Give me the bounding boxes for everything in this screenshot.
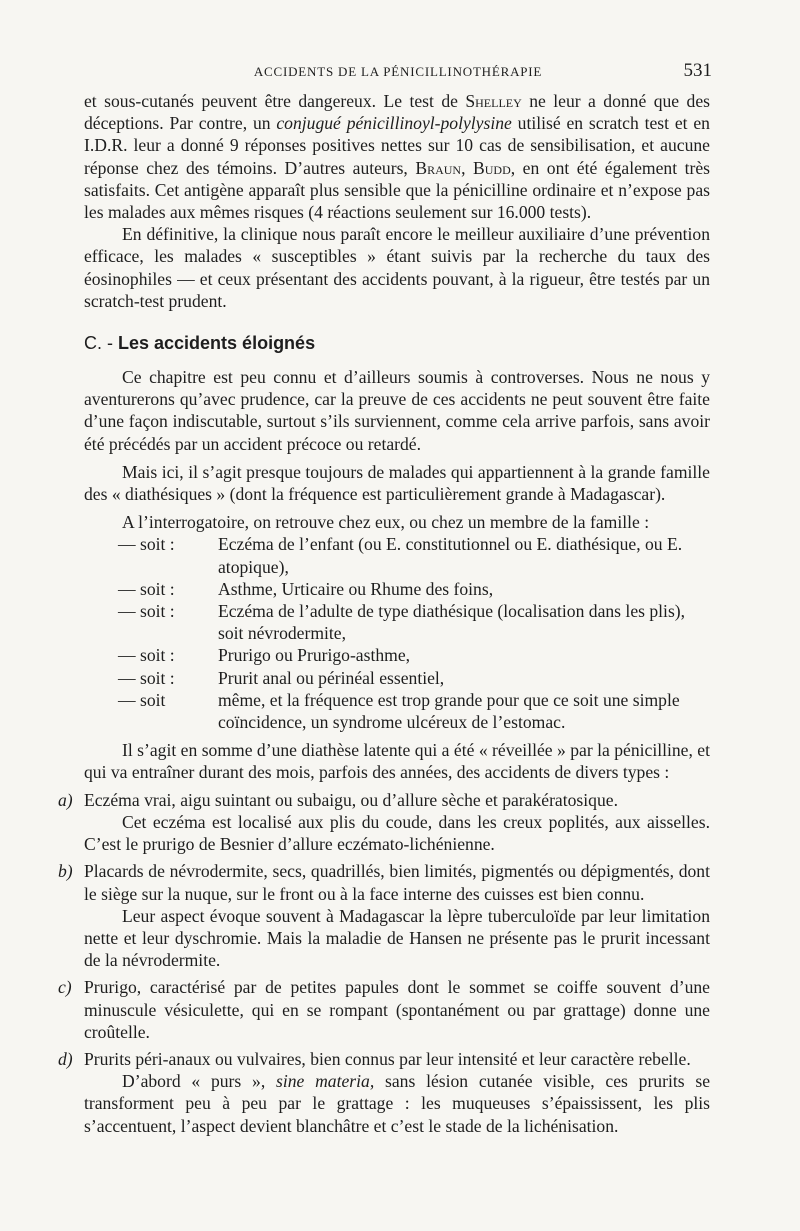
running-head: [84, 60, 712, 82]
section-heading: C. - Les accidents éloignés: [84, 333, 316, 354]
item-a: [58, 789, 710, 856]
paragraph: Ce chapitre est peu connu et d’ailleurs soumis à controverses. Nous ne nous y aventurerons qu’avec prudence, car la preuve de ces accidents ne peut souvent être faite d’une façon indiscutable, surtout s’ils surviennent, comme cela arrive parfois, sans avoir été précédés par un accident précoce ou retardé.: [84, 367, 710, 454]
item-subparagraph: D’abord « purs », sine materia, sans lésion cutanée visible, ces prurits se transforment peu à peu par le grattage : les muqueuses s’épaississent, les plis s’accentuent, l’aspect devient blanchâtre et c’est le stade de la lichénisation.: [84, 1071, 711, 1136]
page-number: 531: [683, 60, 712, 81]
list-item: — soit : Prurit anal ou périnéal essentiel,: [118, 667, 445, 688]
list-item: — soit : Prurigo ou Prurigo-asthme,: [118, 645, 411, 666]
italic-term: conjugué pénicillinoyl-polylysine: [276, 113, 512, 134]
item-text: Prurigo, caractérisé par de petites papules dont le sommet se coiffe souvent d’une minuscule vésiculette, qui en se rompant (spontanément ou par grattage) donne une croûtelle.: [84, 977, 710, 1042]
item-text: Placards de névrodermite, secs, quadrillés, bien limités, pigmentés ou dépigmentés, dont le siège sur la nuque, sur le front ou à la face interne des cuisses est bien connu.: [84, 861, 710, 904]
author-name: Braun: [415, 157, 462, 178]
author-name: Shelley: [465, 91, 522, 111]
antecedents-list: [118, 533, 710, 733]
list-item: — soit : Asthme, Urticaire ou Rhume des foins,: [118, 578, 494, 599]
page-body: [58, 90, 711, 1137]
item-label: d): [58, 1048, 73, 1069]
list-item: — soit : Eczéma de l’adulte de type diathésique (localisation dans les plis), soit névrodermite,: [118, 601, 686, 644]
item-b: [58, 860, 710, 971]
paragraph-continued: et sous-cutanés peuvent être dangereux. Le test de Shelley ne leur a donné que des déceptions. Par contre, un conjugué pénicillinoyl-polylysine utilisé en scratch test et en I.D.R. leur a donné 9 réponses positives nettes sur 10 cas de sensibilisation, et aucune réponse chez des témoins. D’autres auteurs, Braun, Budd, en ont été également très satisfaits. Cet antigène apparaît plus sensible que la pénicilline ordinaire et n’expose pas les malades aux mêmes risques (4 réactions seulement sur 16.000 tests).: [84, 91, 711, 223]
item-subparagraph: Cet eczéma est localisé aux plis du coude, dans les creux poplités, aux aisselles. C’est le prurigo de Besnier d’allure eczémato-lichénienne.: [84, 811, 710, 855]
item-d: [58, 1048, 711, 1137]
paragraph: Il s’agit en somme d’une diathèse latente qui a été « réveillée » par la pénicilline, et qui va entraîner durant des mois, parfois des années, des accidents de divers types :: [84, 740, 710, 783]
item-label: c): [58, 977, 72, 998]
paragraph: A l’interrogatoire, on retrouve chez eux, ou chez un membre de la famille :: [122, 512, 650, 533]
list-item: — soit : Eczéma de l’enfant (ou E. constitutionnel ou E. diathésique, ou E. atopique),: [118, 534, 683, 577]
item-label: b): [58, 861, 73, 882]
paragraph: En définitive, la clinique nous paraît encore le meilleur auxiliaire d’une prévention efficace, les malades « susceptibles » étant suivis par la recherche du taux des éosinophiles — et ceux présentant des accidents pouvant, à la rigueur, être testés par un scratch-test prudent.: [84, 224, 710, 311]
item-subparagraph: Leur aspect évoque souvent à Madagascar la lèpre tuberculoïde par leur limitation nette et leur dyschromie. Mais la maladie de Hansen ne présente pas le prurit incessant de la névrodermite.: [84, 905, 710, 971]
item-c: [58, 976, 710, 1043]
item-label: a): [58, 789, 73, 810]
item-text: Prurits péri-anaux ou vulvaires, bien connus par leur intensité et leur caractère rebelle.: [84, 1048, 691, 1069]
paragraph: Mais ici, il s’agit presque toujours de malades qui appartiennent à la grande famille des « diathésiques » (dont la fréquence est particulièrement grande à Madagascar).: [84, 461, 710, 505]
section-title: Les accidents éloignés: [118, 333, 316, 354]
running-title: ACCIDENTS DE LA PÉNICILLINOTHÉRAPIE: [253, 64, 543, 79]
italic-term: sine materia,: [275, 1071, 375, 1092]
author-name: Budd: [473, 157, 511, 178]
item-text: Eczéma vrai, aigu suintant ou subaigu, ou d’allure sèche et parakératosique.: [84, 789, 618, 810]
list-item: — soit même, et la fréquence est trop grande pour que ce soit une simple coïncidence, un syndrome ulcéreux de l’estomac.: [118, 689, 680, 733]
